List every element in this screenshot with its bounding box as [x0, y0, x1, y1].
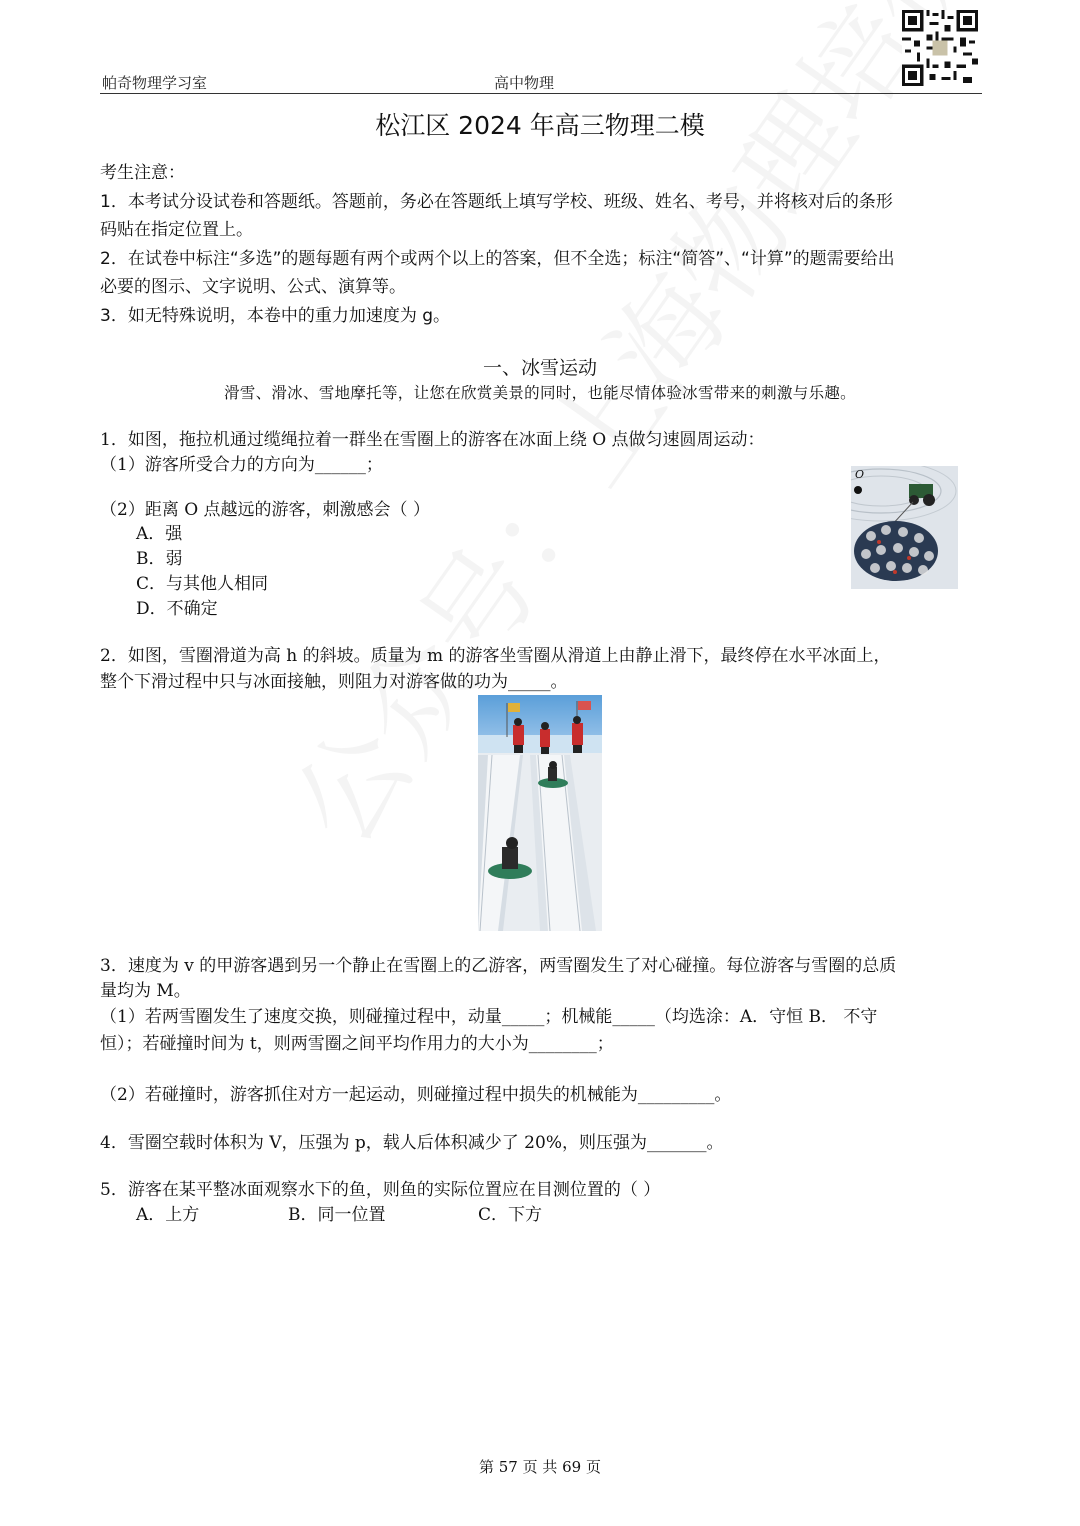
header-left: 帕奇物理学习室 — [102, 74, 208, 92]
notice-heading: 考生注意： — [100, 163, 185, 183]
q5-option-a: A．上方 — [136, 1205, 200, 1225]
q3-line3: （1）若两雪圈发生了速度交换，则碰撞过程中，动量_____；机械能_____（均选涂：A．守恒 B． 不守 — [100, 1007, 878, 1027]
q3-line2: 量均为 M。 — [100, 981, 191, 1001]
q1-stem: 1．如图，拖拉机通过缆绳拉着一群坐在雪圈上的游客在冰面上绕 O 点做匀速圆周运动： — [100, 430, 765, 450]
q5-option-c: C．下方 — [478, 1205, 543, 1225]
page-number: 第 57 页 共 69 页 — [478, 1458, 601, 1476]
q3-line1: 3．速度为 v 的甲游客遇到另一个静止在雪圈上的乙游客，两雪圈发生了对心碰撞。每位游客与雪圈的总质 — [100, 956, 897, 976]
q1-part1: （1）游客所受合力的方向为______； — [100, 455, 383, 475]
q2-photo — [478, 695, 602, 931]
figure-label-o: O — [855, 468, 865, 481]
center-point-o — [854, 486, 862, 494]
notice-line: 3．如无特殊说明，本卷中的重力加速度为 g。 — [100, 306, 451, 326]
header-rule — [100, 93, 982, 94]
notice-line: 必要的图示、文字说明、公式、演算等。 — [100, 277, 406, 297]
q3-line5: （2）若碰撞时，游客抓住对方一起运动，则碰撞过程中损失的机械能为_________。 — [100, 1085, 732, 1105]
q1-option-d: D．不确定 — [136, 599, 218, 619]
q2-line1: 2．如图，雪圈滑道为高 h 的斜坡。质量为 m 的游客坐雪圈从滑道上由静止滑下，最终停在水平冰面上， — [100, 646, 891, 666]
header-center: 高中物理 — [494, 74, 555, 92]
q1-option-c: C．与其他人相同 — [136, 574, 269, 594]
q1-photo — [851, 466, 958, 589]
q1-option-a: A．强 — [136, 524, 183, 544]
q2-line2: 整个下滑过程中只与冰面接触，则阻力对游客做的功为_____。 — [100, 672, 568, 692]
q1-part2: （2）距离 O 点越远的游客，刺激感会（ ） — [100, 500, 430, 520]
notice-line: 码贴在指定位置上。 — [100, 220, 253, 240]
q3-line4: 恒）；若碰撞时间为 t，则两雪圈之间平均作用力的大小为________； — [100, 1034, 614, 1054]
notice-line: 2．在试卷中标注“多选”的题每题有两个或两个以上的答案，但不全选；标注“简答”、“计算”的题需要给出 — [100, 249, 895, 269]
q5-option-b: B．同一位置 — [288, 1205, 386, 1225]
q1-option-b: B．弱 — [136, 549, 183, 569]
qr-code — [902, 10, 978, 86]
section-title: 一、冰雪运动 — [482, 357, 597, 379]
q4-text: 4．雪圈空载时体积为 V，压强为 p，载人后体积减少了 20%，则压强为_______。 — [100, 1133, 724, 1153]
notice-line: 1．本考试分设试卷和答题纸。答题前，务必在答题纸上填写学校、班级、姓名、考号，并将核对后的条形 — [100, 192, 893, 212]
q5-text: 5．游客在某平整冰面观察水下的鱼，则鱼的实际位置应在目测位置的（ ） — [100, 1180, 661, 1200]
page-title: 松江区 2024 年高三物理二模 — [375, 111, 705, 140]
section-intro: 滑雪、滑冰、雪地摩托等，让您在欣赏美景的同时，也能尽情体验冰雪带来的刺激与乐趣。 — [223, 384, 856, 402]
